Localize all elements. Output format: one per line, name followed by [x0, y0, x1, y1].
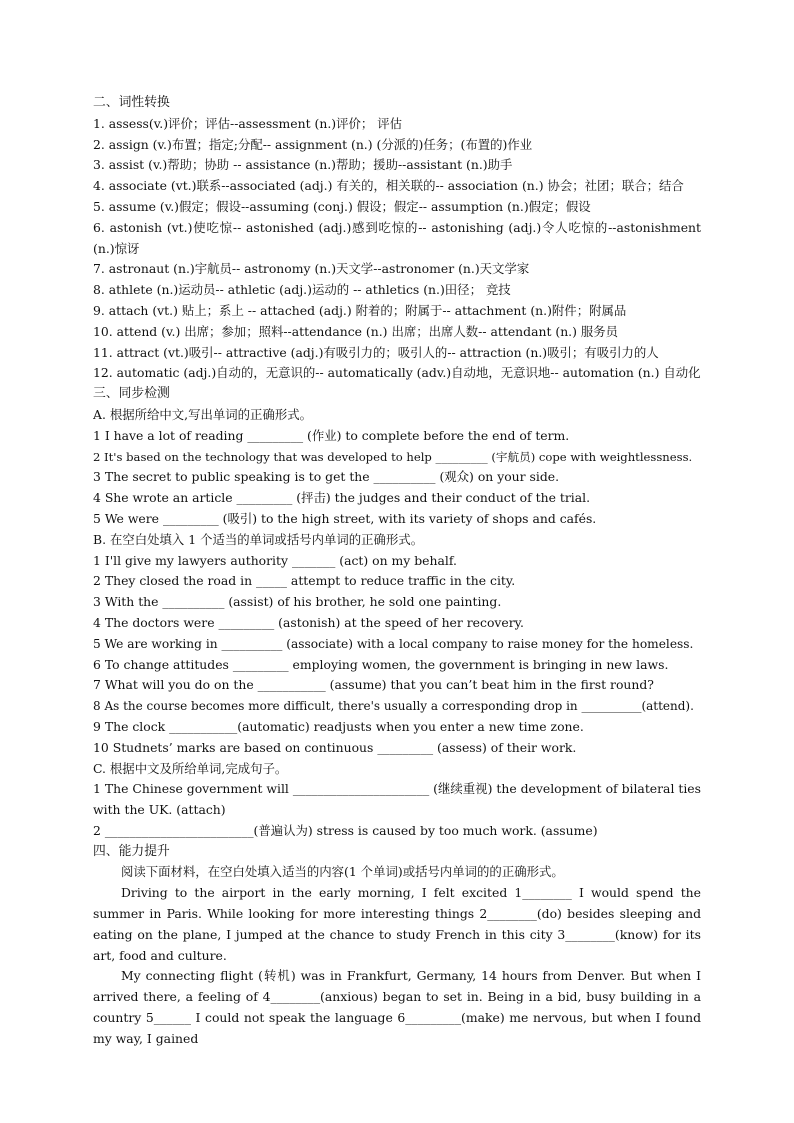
section-heading-sync-test: 三、同步检测	[93, 386, 170, 402]
exercise-item: 4 She wrote an article _________ (抨击) the judges and their conduct of the trial.	[93, 490, 591, 506]
exercise-item: 2 It's based on the technology that was developed to help _________ (宇航员) cope with weightlessness.	[93, 449, 693, 464]
list-item: 5. assume (v.)假定；假设--assuming (conj.) 假设；假定-- assumption (n.)假定；假设	[93, 198, 591, 214]
exercise-item: 7 What will you do on the ___________ (assume) that you can’t beat him in the first round?	[93, 677, 654, 693]
exercise-item: 9 The clock ___________(automatic) readjusts when you enter a new time zone.	[93, 718, 584, 734]
list-item: 12. automatic (adj.)自动的，无意识的-- automatically (adv.)自动地，无意识地-- automation (n.) 自动化	[93, 365, 701, 381]
list-item: 7. astronaut (n.)宇航员-- astronomy (n.)天文学--astronomer (n.)天文学家	[93, 261, 530, 277]
list-item: 2. assign (v.)布置；指定;分配-- assignment (n.) (分派的)任务；(布置的)作业	[93, 136, 533, 152]
reading-instruction: 阅读下面材料，在空白处填入适当的内容(1 个单词)或括号内单词的的正确形式。	[121, 864, 564, 880]
exercise-item: 5 We were _________ (吸引) to the high street, with its variety of shops and cafés.	[93, 510, 597, 526]
list-item: 3. assist (v.)帮助；协助 -- assistance (n.)帮助；援助--assistant (n.)助手	[93, 157, 513, 173]
section-heading-word-forms: 二、词性转换	[93, 95, 170, 110]
part-c-heading: C. 根据中文及所给单词,完成句子。	[93, 760, 288, 776]
word-forms-list	[93, 114, 701, 384]
reading-paragraph: My connecting flight (转机) was in Frankfurt, Germany, 14 hours from Denver. But when I arrived there, a feeling of 4________(anxious) began to set in. Being in a bid, busy building in a country 5______ I could not speak the language 6_________(make) me nervous, but when I found my way, I gained	[93, 968, 701, 1046]
reading-paragraph: Driving to the airport in the early morning, I felt excited 1________ I would spend the summer in Paris. While looking for more interesting things 2________(do) besides sleeping and eating on the plane, I jumped at the chance to study French in this city 3________(know) for its art, food and culture.	[93, 885, 701, 963]
part-c-list	[93, 779, 701, 841]
part-a-heading: A. 根据所给中文,写出单词的正确形式。	[93, 406, 313, 422]
exercise-item: 5 We are working in __________ (associate) with a local company to raise money for the homeless.	[93, 636, 694, 651]
exercise-item: 2 ________________________(普遍认为) stress is caused by too much work. (assume)	[93, 822, 598, 838]
exercise-item: 2 They closed the road in _____ attempt to reduce traffic in the city.	[93, 573, 516, 589]
list-item: 11. attract (vt.)吸引-- attractive (adj.)有吸引力的；吸引人的-- attraction (n.)吸引；有吸引力的人	[93, 344, 659, 360]
part-b-list	[93, 551, 701, 759]
exercise-item: 1 I have a lot of reading _________ (作业) to complete before the end of term.	[93, 427, 570, 443]
exercise-item: 8 As the course becomes more difficult, there's usually a corresponding drop in __________(attend).	[93, 699, 694, 714]
part-b-heading: B. 在空白处填入 1 个适当的单词或括号内单词的正确形式。	[93, 531, 424, 547]
list-item: 4. associate (vt.)联系--associated (adj.) 有关的，相关联的-- association (n.) 协会；社团；联合；结合	[93, 178, 684, 194]
exercise-item: 4 The doctors were _________ (astonish) at the speed of her recovery.	[93, 614, 524, 630]
list-item: 10. attend (v.) 出席；参加；照料--attendance (n.) 出席；出席人数-- attendant (n.) 服务员	[93, 323, 619, 339]
list-item: 1. assess(v.)评价；评估--assessment (n.)评价； 评估	[93, 115, 402, 131]
part-a-list	[93, 426, 701, 530]
exercise-item: 3 With the __________ (assist) of his brother, he sold one painting.	[93, 594, 502, 610]
exercise-item: 1 The Chinese government will ______________________ (继续重视) the development of bilateral ties with the UK. (attach)	[93, 781, 701, 818]
list-item: 8. athlete (n.)运动员-- athletic (adj.)运动的 -- athletics (n.)田径； 竞技	[93, 282, 511, 298]
list-item: 6. astonish (vt.)使吃惊-- astonished (adj.)感到吃惊的-- astonishing (adj.)令人吃惊的--astonishment (n.)惊讶	[93, 219, 701, 256]
exercise-item: 6 To change attitudes _________ employing women, the government is bringing in new laws.	[93, 656, 669, 672]
section-heading-ability: 四、能力提升	[93, 843, 170, 859]
exercise-item: 1 I'll give my lawyers authority _______ (act) on my behalf.	[93, 552, 457, 568]
exercise-item: 10 Studnets’ marks are based on continuous _________ (assess) of their work.	[93, 739, 577, 755]
document-page	[93, 93, 701, 1050]
exercise-item: 3 The secret to public speaking is to get the __________ (观众) on your side.	[93, 469, 560, 485]
list-item: 9. attach (vt.) 贴上；系上 -- attached (adj.) 附着的；附属于-- attachment (n.)附件；附属品	[93, 302, 627, 318]
